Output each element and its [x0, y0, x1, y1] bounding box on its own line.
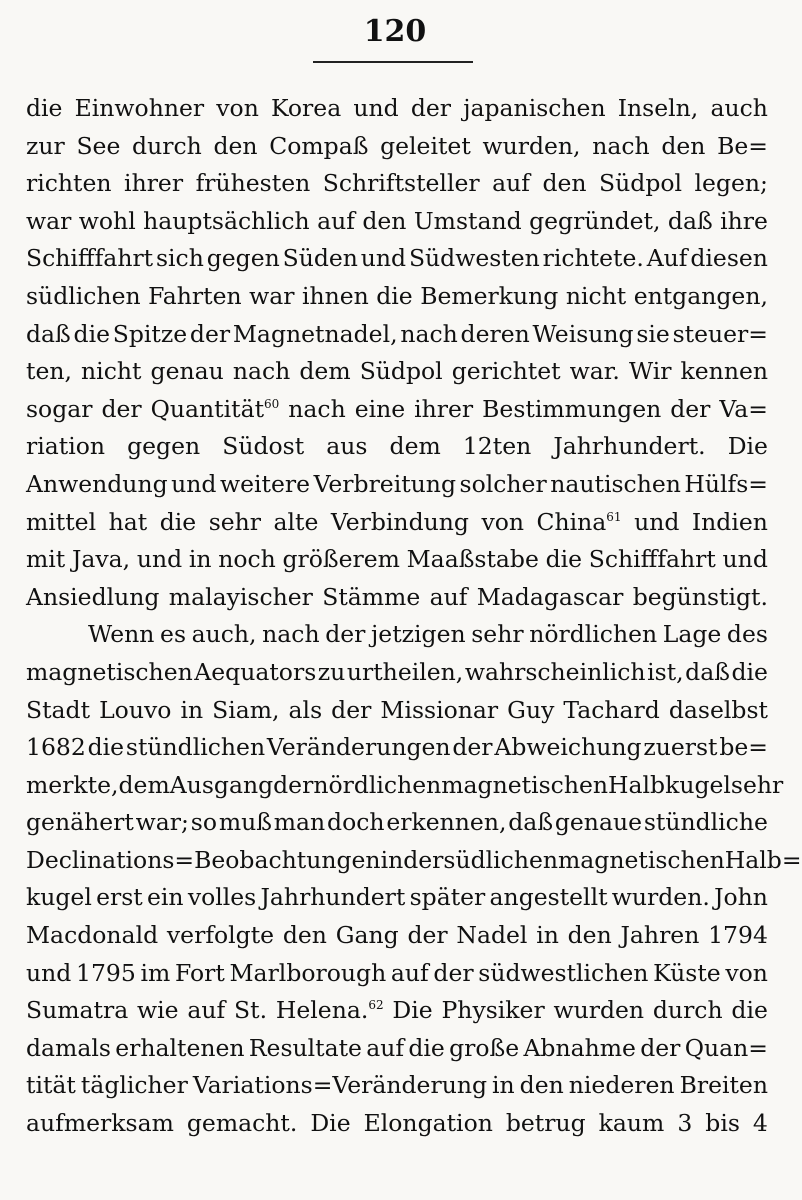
word: durch	[132, 131, 202, 160]
word: den	[542, 169, 587, 198]
word: gerichtet	[451, 357, 561, 386]
word: ein	[147, 883, 184, 912]
word: auf	[492, 169, 530, 198]
word: ist,	[647, 657, 684, 686]
word: Spitze	[112, 319, 188, 348]
word: dem	[299, 357, 351, 386]
word: der	[640, 1033, 681, 1062]
text-line	[26, 767, 784, 805]
word: Bestimmungen	[482, 394, 662, 423]
word: Schriftsteller	[322, 169, 480, 198]
word: Fort	[174, 958, 225, 987]
word: nautischen	[550, 469, 681, 498]
word: Jahren	[620, 921, 700, 950]
word: die	[159, 507, 197, 536]
word: der	[407, 921, 448, 950]
word: gegründet,	[529, 206, 661, 235]
word: Südost	[222, 432, 305, 461]
word: japanischen	[463, 94, 606, 122]
word: kaum	[598, 1109, 665, 1138]
word: richtete.	[542, 244, 644, 273]
word: diesen	[690, 244, 768, 273]
text-line	[26, 278, 768, 316]
word: Louvo	[99, 695, 172, 724]
word: in	[188, 545, 212, 574]
word: Verbreitung	[313, 469, 456, 498]
word: der	[331, 695, 372, 724]
word: den	[519, 1071, 564, 1100]
word: genau	[150, 357, 224, 386]
text-line	[26, 353, 768, 391]
word: Physiker	[441, 996, 545, 1025]
word: Korea	[270, 94, 342, 122]
text-line	[26, 316, 768, 354]
text-line	[26, 1030, 768, 1068]
word: magnetischen	[441, 770, 609, 799]
word: war	[26, 206, 72, 235]
word: Jahrhundert	[260, 883, 406, 912]
word: südwestlichen	[478, 958, 649, 987]
word: Südwesten	[408, 244, 540, 273]
word: Süden	[282, 244, 358, 273]
word: nach	[232, 357, 291, 386]
word: so	[190, 808, 217, 837]
word: urtheilen,	[346, 657, 464, 686]
word: riation	[26, 432, 106, 461]
text-line	[26, 729, 768, 767]
text-line	[26, 692, 768, 730]
word: Elongation	[363, 1109, 493, 1138]
word: Inseln,	[617, 94, 699, 122]
word: kugel	[26, 883, 92, 912]
word: später	[409, 883, 486, 912]
word: niederen	[568, 1071, 675, 1100]
word: Stämme	[322, 582, 421, 611]
word: Südpol	[359, 357, 443, 386]
word: dem	[118, 770, 170, 799]
word: auf	[187, 996, 226, 1025]
word: der	[403, 845, 444, 874]
word: gegen	[206, 244, 280, 273]
word: Magnetnadel,	[232, 319, 398, 348]
word: malayischer	[168, 582, 313, 611]
header-rule	[313, 61, 473, 63]
word: war.	[569, 357, 620, 386]
word: Declinations=Beobachtungen	[26, 845, 381, 874]
word: sich	[155, 244, 204, 273]
word: Va=	[719, 394, 768, 423]
word: nicht	[565, 281, 627, 310]
word: Ausgang	[169, 770, 274, 799]
word: in	[536, 921, 559, 950]
footnote-marker: 61	[606, 509, 622, 524]
word: sie	[636, 319, 670, 348]
word: Guy	[507, 695, 555, 724]
word: Schifffahrt	[26, 244, 154, 273]
word: Be=	[717, 131, 768, 160]
word: Aequators	[194, 657, 317, 686]
word: war;	[135, 808, 189, 837]
word: Fahrten	[148, 281, 242, 310]
text-line	[26, 804, 768, 842]
word: täglicher	[80, 1071, 188, 1100]
word: Compaß	[269, 131, 369, 160]
word: genaue	[554, 808, 642, 837]
word: Quantität$^{60}$	[150, 394, 280, 423]
word: erhaltenen	[115, 1033, 245, 1062]
word: den	[567, 921, 612, 950]
word: daß	[508, 808, 554, 837]
word: eine	[354, 394, 406, 423]
text-line	[26, 842, 802, 880]
word: Variations=Veränderung	[192, 1071, 488, 1100]
word: von	[481, 507, 524, 536]
text-line	[26, 203, 768, 241]
word: die	[73, 319, 110, 348]
word: ihnen	[301, 281, 369, 310]
word: hat	[108, 507, 148, 536]
word: des	[726, 620, 768, 649]
word: genähert	[26, 808, 134, 837]
word: wurden,	[482, 131, 581, 160]
word: zur	[26, 131, 65, 160]
word: den	[362, 206, 407, 235]
word: die	[545, 545, 583, 574]
word: wurden.	[611, 883, 710, 912]
word: doch	[327, 808, 385, 837]
word: auf	[390, 958, 429, 987]
word: auch	[710, 94, 768, 122]
word: und	[26, 958, 72, 987]
text-line	[26, 541, 768, 579]
word: südlichen	[26, 281, 141, 310]
text-line	[26, 1067, 768, 1105]
word: Anwendung	[26, 469, 168, 498]
word: daß	[667, 206, 713, 235]
word: die	[731, 996, 768, 1025]
word: sehr	[208, 507, 262, 536]
word: erkennen,	[386, 808, 507, 837]
word: Verbindung	[330, 507, 469, 536]
word: und	[634, 507, 680, 536]
word: weitere	[220, 469, 311, 498]
word: Abweichung	[494, 733, 642, 762]
word: bis	[705, 1109, 740, 1138]
word: und	[360, 244, 407, 273]
word: Die	[727, 432, 768, 461]
word: wie	[137, 996, 179, 1025]
word: Marlborough	[229, 958, 387, 987]
word: von	[725, 958, 768, 987]
word: Küste	[653, 958, 721, 987]
word: der	[325, 620, 366, 649]
word: den	[213, 131, 258, 160]
word: deren	[460, 319, 530, 348]
page-number: 120	[363, 14, 427, 49]
word: Bemerkung	[420, 281, 559, 310]
word: nach	[400, 319, 458, 348]
word: der	[670, 394, 711, 423]
text-line	[26, 240, 768, 278]
word: tität	[26, 1071, 76, 1100]
word: kennen	[680, 357, 768, 386]
word: Helena.$^{62}$	[275, 996, 384, 1025]
text-line	[26, 917, 768, 955]
word: und	[722, 545, 768, 574]
text-line	[26, 391, 768, 429]
word: mittel	[26, 507, 97, 536]
word: muß	[218, 808, 272, 837]
word: entgangen,	[633, 281, 768, 310]
body-text	[26, 90, 802, 1143]
word: die	[87, 733, 125, 762]
word: gemacht.	[186, 1109, 298, 1138]
word: auf	[317, 206, 355, 235]
word: es	[160, 620, 186, 649]
word: sogar	[26, 394, 93, 423]
word: der	[452, 733, 493, 762]
text-line	[26, 579, 768, 617]
word: von	[216, 94, 259, 122]
word: volles	[187, 883, 257, 912]
word: nach	[592, 131, 650, 160]
word: in	[180, 695, 204, 724]
word: Die	[392, 996, 433, 1025]
word: Nadel	[456, 921, 528, 950]
word: damals	[26, 1033, 111, 1062]
word: den	[282, 921, 327, 950]
word: war	[249, 281, 295, 310]
word: 12ten	[462, 432, 532, 461]
word: nördlichen	[313, 770, 442, 799]
word: Resultate	[248, 1033, 362, 1062]
word: sehr	[730, 770, 784, 799]
word: begünstigt.	[632, 582, 768, 611]
text-line	[26, 654, 768, 692]
word: ihre	[720, 206, 768, 235]
word: und	[171, 469, 217, 498]
word: Schifffahrt	[588, 545, 716, 574]
word: in	[380, 845, 404, 874]
word: südlichen	[443, 845, 559, 874]
word: nördlichen	[529, 620, 658, 649]
word: richten	[26, 169, 112, 198]
word: erst	[96, 883, 143, 912]
word: aufmerksam	[26, 1109, 174, 1138]
text-line	[26, 466, 768, 504]
word: den	[661, 131, 706, 160]
word: 4	[752, 1109, 768, 1138]
word: frühesten	[195, 169, 311, 198]
word: der	[410, 94, 452, 122]
text-line	[26, 992, 768, 1030]
word: merkte,	[26, 770, 119, 799]
word: gegen	[127, 432, 201, 461]
word: Java,	[71, 545, 131, 574]
word: Südpol	[599, 169, 683, 198]
word: 3	[677, 1109, 693, 1138]
word: der	[433, 958, 474, 987]
word: Breiten	[679, 1071, 768, 1100]
word: dem	[389, 432, 441, 461]
word: 1794	[708, 921, 768, 950]
text-line	[26, 128, 768, 166]
word: St.	[234, 996, 268, 1025]
word: zuerst	[643, 733, 718, 762]
word: Halb=	[724, 845, 802, 874]
word: John	[714, 883, 768, 912]
word: stündliche	[643, 808, 768, 837]
text-line	[26, 879, 768, 917]
text-line	[26, 1105, 768, 1143]
word: Maaßstabe	[406, 545, 539, 574]
word: die	[26, 94, 63, 122]
word: Veränderungen	[266, 733, 451, 762]
word: wurden	[553, 996, 645, 1025]
text-line	[26, 616, 768, 654]
word: große	[449, 1033, 520, 1062]
word: Ansiedlung	[26, 582, 160, 611]
word: auch,	[191, 620, 257, 649]
word: im	[140, 958, 171, 987]
word: die	[408, 1033, 445, 1062]
word: sehr	[471, 620, 524, 649]
word: wohl	[78, 206, 136, 235]
word: Gang	[335, 921, 399, 950]
word: Hülfs=	[684, 469, 768, 498]
word: durch	[652, 996, 723, 1025]
word: Auf	[646, 244, 688, 273]
word: geleitet	[380, 131, 471, 160]
text-line	[26, 955, 768, 993]
word: betrug	[505, 1109, 586, 1138]
text-line	[26, 165, 768, 203]
word: daß	[26, 319, 71, 348]
word: mit	[26, 545, 66, 574]
word: noch	[218, 545, 276, 574]
word: solcher	[459, 469, 547, 498]
word: Lage	[662, 620, 722, 649]
word: 1795	[76, 958, 136, 987]
word: be=	[719, 733, 768, 762]
word: der	[273, 770, 314, 799]
word: Stadt	[26, 695, 91, 724]
text-line	[26, 90, 768, 128]
word: nach	[288, 394, 346, 423]
word: aus	[326, 432, 368, 461]
word: Wir	[628, 357, 672, 386]
word: man	[273, 808, 326, 837]
word: größerem	[282, 545, 400, 574]
word: Tachard	[563, 695, 660, 724]
word: auf	[429, 582, 468, 611]
word: China$^{61}$	[536, 507, 622, 536]
word: Halbkugel	[608, 770, 731, 799]
word: ihrer	[414, 394, 474, 423]
word: der	[101, 394, 142, 423]
word: und	[353, 94, 399, 122]
word: ihrer	[124, 169, 184, 198]
word: als	[288, 695, 323, 724]
footnote-marker: 60	[264, 396, 280, 411]
word: magnetischen	[558, 845, 725, 874]
word: Abnahme	[523, 1033, 636, 1062]
text-line	[26, 504, 768, 542]
word: die	[731, 657, 768, 686]
footnote-marker: 62	[368, 998, 384, 1013]
word: Quan=	[684, 1033, 768, 1062]
word: verfolgte	[166, 921, 275, 950]
word: zu	[317, 657, 346, 686]
word: Jahrhundert.	[553, 432, 706, 461]
word: 1682	[26, 733, 86, 762]
word: Die	[310, 1109, 351, 1138]
word: ten,	[26, 357, 72, 386]
word: Macdonald	[26, 921, 159, 950]
word: daß	[685, 657, 730, 686]
word: Wenn	[88, 620, 155, 649]
word: nicht	[81, 357, 142, 386]
word: steuer=	[672, 319, 768, 348]
word: Madagascar	[476, 582, 624, 611]
word: See	[76, 131, 121, 160]
word: und	[136, 545, 183, 574]
word: auf	[366, 1033, 405, 1062]
word: Indien	[691, 507, 768, 536]
word: Sumatra	[26, 996, 129, 1025]
word: stündlichen	[125, 733, 266, 762]
word: angestellt	[489, 883, 608, 912]
word: daselbst	[668, 695, 768, 724]
word: Siam,	[212, 695, 280, 724]
word: Missionar	[380, 695, 499, 724]
word: Einwohner	[74, 94, 205, 122]
word: jetzigen	[371, 620, 466, 649]
word: der	[189, 319, 231, 348]
word: wahrscheinlich	[464, 657, 646, 686]
text-line	[26, 428, 768, 466]
word: hauptsächlich	[143, 206, 310, 235]
word: legen;	[694, 169, 768, 198]
word: magnetischen	[26, 657, 193, 686]
word: die	[376, 281, 413, 310]
word: in	[492, 1071, 515, 1100]
word: Umstand	[413, 206, 522, 235]
word: nach	[262, 620, 320, 649]
word: alte	[273, 507, 319, 536]
word: Weisung	[532, 319, 634, 348]
